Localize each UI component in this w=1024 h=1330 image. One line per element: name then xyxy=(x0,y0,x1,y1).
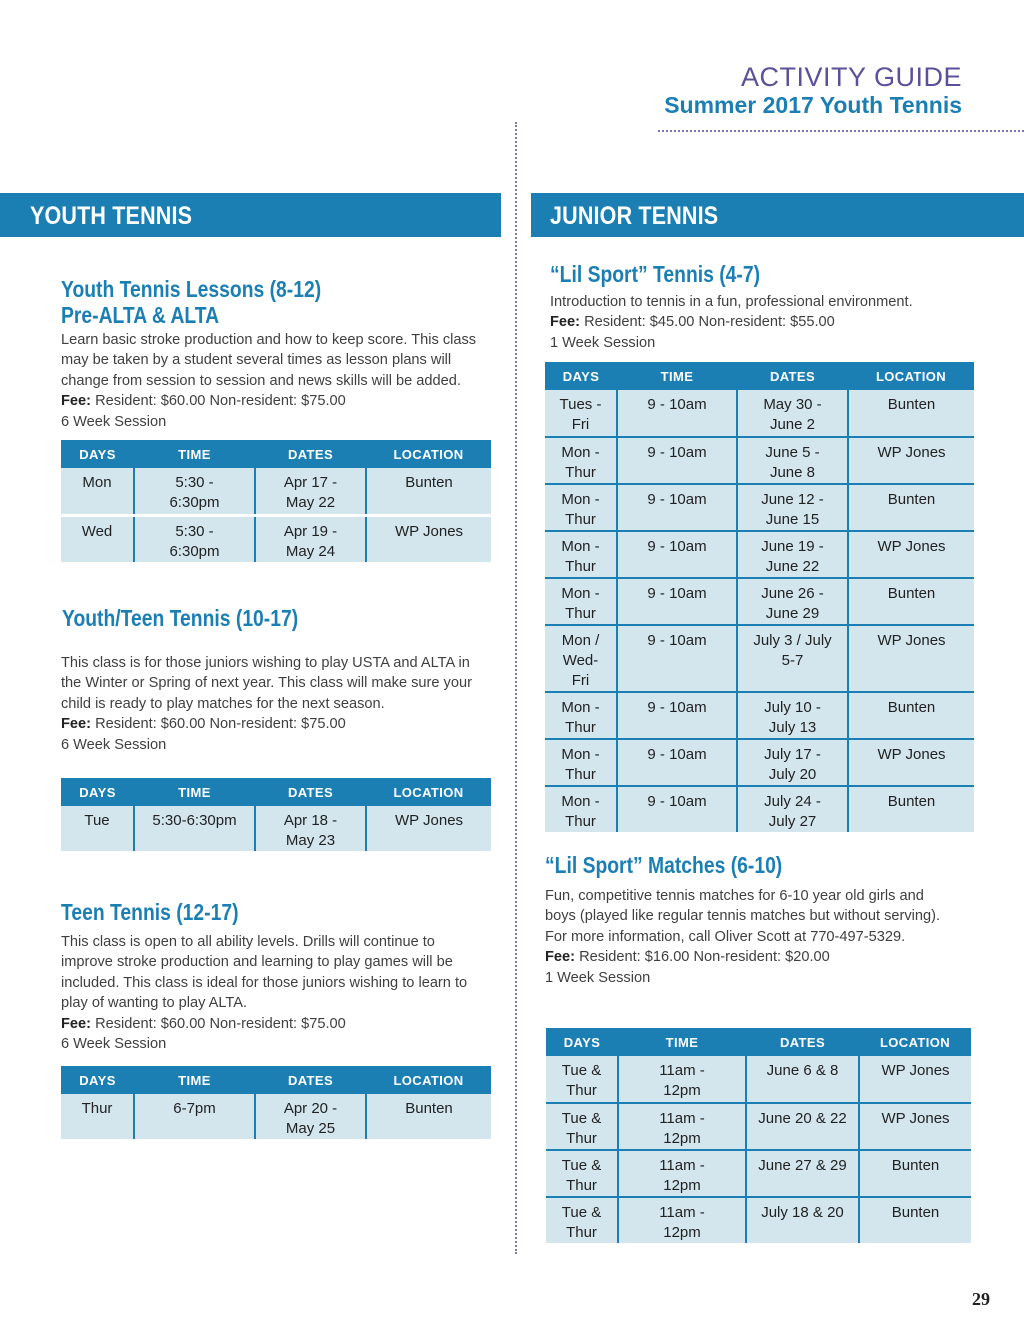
lil-sport-tennis-description xyxy=(550,292,970,353)
cell-days: Mon - Thur xyxy=(545,692,617,739)
table-cell: 6 Week Session xyxy=(61,413,167,430)
table-cell: “Lil Sport” Matches (6-10) xyxy=(545,852,783,878)
youth-tennis-banner xyxy=(0,193,501,237)
table-row xyxy=(61,1094,491,1141)
cell-dates: June 6 & 8 xyxy=(746,1056,859,1103)
cell-days: Mon - Thur xyxy=(545,531,617,578)
cell-time: 9 - 10am xyxy=(617,786,737,833)
cell-location: WP Jones xyxy=(848,739,974,786)
table-row xyxy=(545,437,974,484)
table-cell: Resident: $60.00 Non-resident: $75.00 xyxy=(95,1015,346,1032)
table-cell: Apr 19 - May 24 xyxy=(255,515,366,562)
cell-time: 11am - 12pm xyxy=(618,1150,746,1197)
table-cell: Fee: xyxy=(61,716,92,733)
cell-location: WP Jones xyxy=(848,625,974,692)
table-cell: Bunten xyxy=(366,468,491,515)
cell-dates: June 27 & 29 xyxy=(746,1150,859,1197)
cell-days: Mon - Thur xyxy=(545,578,617,625)
col-location: LOCATION xyxy=(859,1028,971,1056)
table-cell: Fee: xyxy=(545,949,576,966)
teen-tennis-schedule xyxy=(61,1066,491,1142)
col-days: DAYS xyxy=(61,1066,134,1094)
youth-teen-title xyxy=(62,605,343,631)
table-row xyxy=(546,1056,971,1103)
table-cell: Fee: xyxy=(61,1015,92,1032)
table-row xyxy=(61,806,491,853)
table-cell: Tue xyxy=(61,806,134,853)
cell-days: Tue & Thur xyxy=(546,1103,618,1150)
cell-location: Bunten xyxy=(859,1150,971,1197)
table-cell: Apr 17 - May 22 xyxy=(255,468,366,515)
table-cell: Apr 18 - May 23 xyxy=(255,806,366,853)
cell-days: Tues - Fri xyxy=(545,390,617,437)
table-row xyxy=(545,692,974,739)
col-location: LOCATION xyxy=(366,440,491,468)
table-row xyxy=(545,578,974,625)
col-time: TIME xyxy=(134,778,255,806)
table-cell: Resident: $60.00 Non-resident: $75.00 xyxy=(95,393,346,410)
cell-days: Mon - Thur xyxy=(545,484,617,531)
cell-dates: June 26 - June 29 xyxy=(737,578,848,625)
col-days: DAYS xyxy=(61,778,134,806)
table-cell: Teen Tennis (12-17) xyxy=(61,899,239,925)
lil-sport-matches-title xyxy=(545,852,827,878)
cell-days: Mon / Wed-Fri xyxy=(545,625,617,692)
cell-dates: July 24 - July 27 xyxy=(737,786,848,833)
cell-location: Bunten xyxy=(859,1197,971,1244)
cell-time: 9 - 10am xyxy=(617,390,737,437)
cell-days: Tue & Thur xyxy=(546,1197,618,1244)
cell-time: 9 - 10am xyxy=(617,578,737,625)
cell-location: Bunten xyxy=(848,578,974,625)
youth-lessons-schedule xyxy=(61,440,491,562)
cell-time: 9 - 10am xyxy=(617,625,737,692)
cell-days: Tue & Thur xyxy=(546,1056,618,1103)
table-cell: 6 Week Session xyxy=(61,1036,167,1053)
table-cell: 6-7pm xyxy=(134,1094,255,1141)
cell-time: 9 - 10am xyxy=(617,739,737,786)
lil-sport-matches-schedule xyxy=(546,1028,971,1243)
cell-location: WP Jones xyxy=(848,437,974,484)
cell-location: Bunten xyxy=(848,786,974,833)
table-cell: WP Jones xyxy=(366,515,491,562)
table-cell: Fee: xyxy=(61,393,92,410)
cell-dates: June 12 - June 15 xyxy=(737,484,848,531)
col-time: TIME xyxy=(134,440,255,468)
table-cell: Learn basic stroke production and how to keep score. This class may be taken by a student several times as lesson plans will change from session to session and news skills will be added. xyxy=(61,332,477,389)
cell-dates: June 20 & 22 xyxy=(746,1103,859,1150)
cell-time: 9 - 10am xyxy=(617,484,737,531)
table-cell: This class is open to all ability levels. Drills will continue to improve stroke production and learning to play games will be included. This class is ideal for those juniors wishing to learn to play of wanting to play ALTA. xyxy=(61,934,468,1012)
cell-dates: July 10 - July 13 xyxy=(737,692,848,739)
junior-tennis-banner xyxy=(531,193,1024,237)
table-row xyxy=(546,1103,971,1150)
cell-dates: July 18 & 20 xyxy=(746,1197,859,1244)
table-cell: Youth/Teen Tennis (10-17) xyxy=(62,605,299,631)
table-row xyxy=(545,786,974,833)
table-cell: “Lil Sport” Tennis (4-7) xyxy=(550,261,761,287)
cell-time: 11am - 12pm xyxy=(618,1197,746,1244)
cell-time: 9 - 10am xyxy=(617,437,737,484)
cell-time: 11am - 12pm xyxy=(618,1056,746,1103)
col-location: LOCATION xyxy=(366,1066,491,1094)
table-cell: Mon xyxy=(61,468,134,515)
table-cell: This class is for those juniors wishing to play USTA and ALTA in the Winter or Spring of next year. This class will make sure your child is ready to play matches for the next season. xyxy=(61,655,472,712)
table-row xyxy=(545,739,974,786)
table-cell: Resident: $60.00 Non-resident: $75.00 xyxy=(95,716,346,733)
cell-dates: July 3 / July 5-7 xyxy=(737,625,848,692)
lil-sport-matches-description xyxy=(545,886,955,988)
cell-location: Bunten xyxy=(848,390,974,437)
col-location: LOCATION xyxy=(848,362,974,390)
col-dates: DATES xyxy=(255,778,366,806)
col-days: DAYS xyxy=(545,362,617,390)
col-days: DAYS xyxy=(546,1028,618,1056)
youth-lessons-description xyxy=(61,330,501,432)
col-time: TIME xyxy=(617,362,737,390)
table-header-row xyxy=(545,362,974,390)
table-cell: 5:30 - 6:30pm xyxy=(134,515,255,562)
column-divider xyxy=(515,122,517,1254)
table-cell: Resident: $45.00 Non-resident: $55.00 xyxy=(584,314,835,331)
cell-location: Bunten xyxy=(848,692,974,739)
table-cell: 5:30 - 6:30pm xyxy=(134,468,255,515)
youth-teen-description xyxy=(61,653,481,755)
cell-location: WP Jones xyxy=(848,531,974,578)
cell-days: Mon - Thur xyxy=(545,437,617,484)
cell-dates: July 17 - July 20 xyxy=(737,739,848,786)
table-cell: Introduction to tennis in a fun, professional environment. xyxy=(550,294,913,310)
table-header-row xyxy=(61,778,491,806)
table-cell: Thur xyxy=(61,1094,134,1141)
col-dates: DATES xyxy=(746,1028,859,1056)
table-header-row xyxy=(546,1028,971,1056)
table-cell: Youth Tennis Lessons (8-12) xyxy=(61,276,322,302)
header-divider xyxy=(658,130,1024,132)
table-row xyxy=(61,515,491,562)
col-time: TIME xyxy=(618,1028,746,1056)
cell-dates: June 5 - June 8 xyxy=(737,437,848,484)
table-cell: Fun, competitive tennis matches for 6-10 year old girls and boys (played like regular tennis matches but without serving). For more information, call Oliver Scott at 770-497-5329. xyxy=(545,888,941,945)
table-cell: 1 Week Session xyxy=(550,334,656,351)
table-cell: 5:30-6:30pm xyxy=(134,806,255,853)
page-number: 29 xyxy=(972,1289,990,1309)
table-row xyxy=(546,1197,971,1244)
cell-time: 9 - 10am xyxy=(617,531,737,578)
table-cell: Wed xyxy=(61,515,134,562)
col-dates: DATES xyxy=(255,1066,366,1094)
youth-teen-schedule xyxy=(61,778,491,854)
table-cell: Resident: $16.00 Non-resident: $20.00 xyxy=(579,949,830,966)
table-row xyxy=(545,390,974,437)
page-subtitle: Summer 2017 Youth Tennis xyxy=(664,92,962,118)
col-days: DAYS xyxy=(61,440,134,468)
table-cell: 6 Week Session xyxy=(61,736,167,753)
guide-label: ACTIVITY GUIDE xyxy=(740,62,962,92)
col-dates: DATES xyxy=(255,440,366,468)
table-header-row xyxy=(61,440,491,468)
table-row xyxy=(545,625,974,692)
cell-days: Mon - Thur xyxy=(545,786,617,833)
table-row xyxy=(546,1150,971,1197)
youth-lessons-title xyxy=(61,276,371,328)
lil-sport-tennis-title xyxy=(550,261,800,287)
col-dates: DATES xyxy=(737,362,848,390)
table-cell: Pre-ALTA & ALTA xyxy=(61,302,220,328)
cell-dates: June 19 - June 22 xyxy=(737,531,848,578)
table-header-row xyxy=(61,1066,491,1094)
table-cell: Bunten xyxy=(366,1094,491,1141)
table-cell: YOUTH TENNIS xyxy=(30,202,193,230)
cell-time: 11am - 12pm xyxy=(618,1103,746,1150)
table-cell: JUNIOR TENNIS xyxy=(550,202,719,230)
lil-sport-tennis-schedule xyxy=(545,362,974,832)
table-cell: Apr 20 - May 25 xyxy=(255,1094,366,1141)
cell-dates: May 30 - June 2 xyxy=(737,390,848,437)
table-row xyxy=(545,531,974,578)
cell-location: WP Jones xyxy=(859,1056,971,1103)
cell-location: WP Jones xyxy=(859,1103,971,1150)
col-location: LOCATION xyxy=(366,778,491,806)
teen-tennis-title xyxy=(61,899,272,925)
cell-days: Tue & Thur xyxy=(546,1150,618,1197)
table-row xyxy=(545,484,974,531)
table-cell: 1 Week Session xyxy=(545,969,651,986)
teen-tennis-description xyxy=(61,932,471,1054)
cell-days: Mon - Thur xyxy=(545,739,617,786)
cell-location: Bunten xyxy=(848,484,974,531)
cell-time: 9 - 10am xyxy=(617,692,737,739)
table-cell: Fee: xyxy=(550,314,581,331)
col-time: TIME xyxy=(134,1066,255,1094)
table-cell: WP Jones xyxy=(366,806,491,853)
table-row xyxy=(61,468,491,515)
